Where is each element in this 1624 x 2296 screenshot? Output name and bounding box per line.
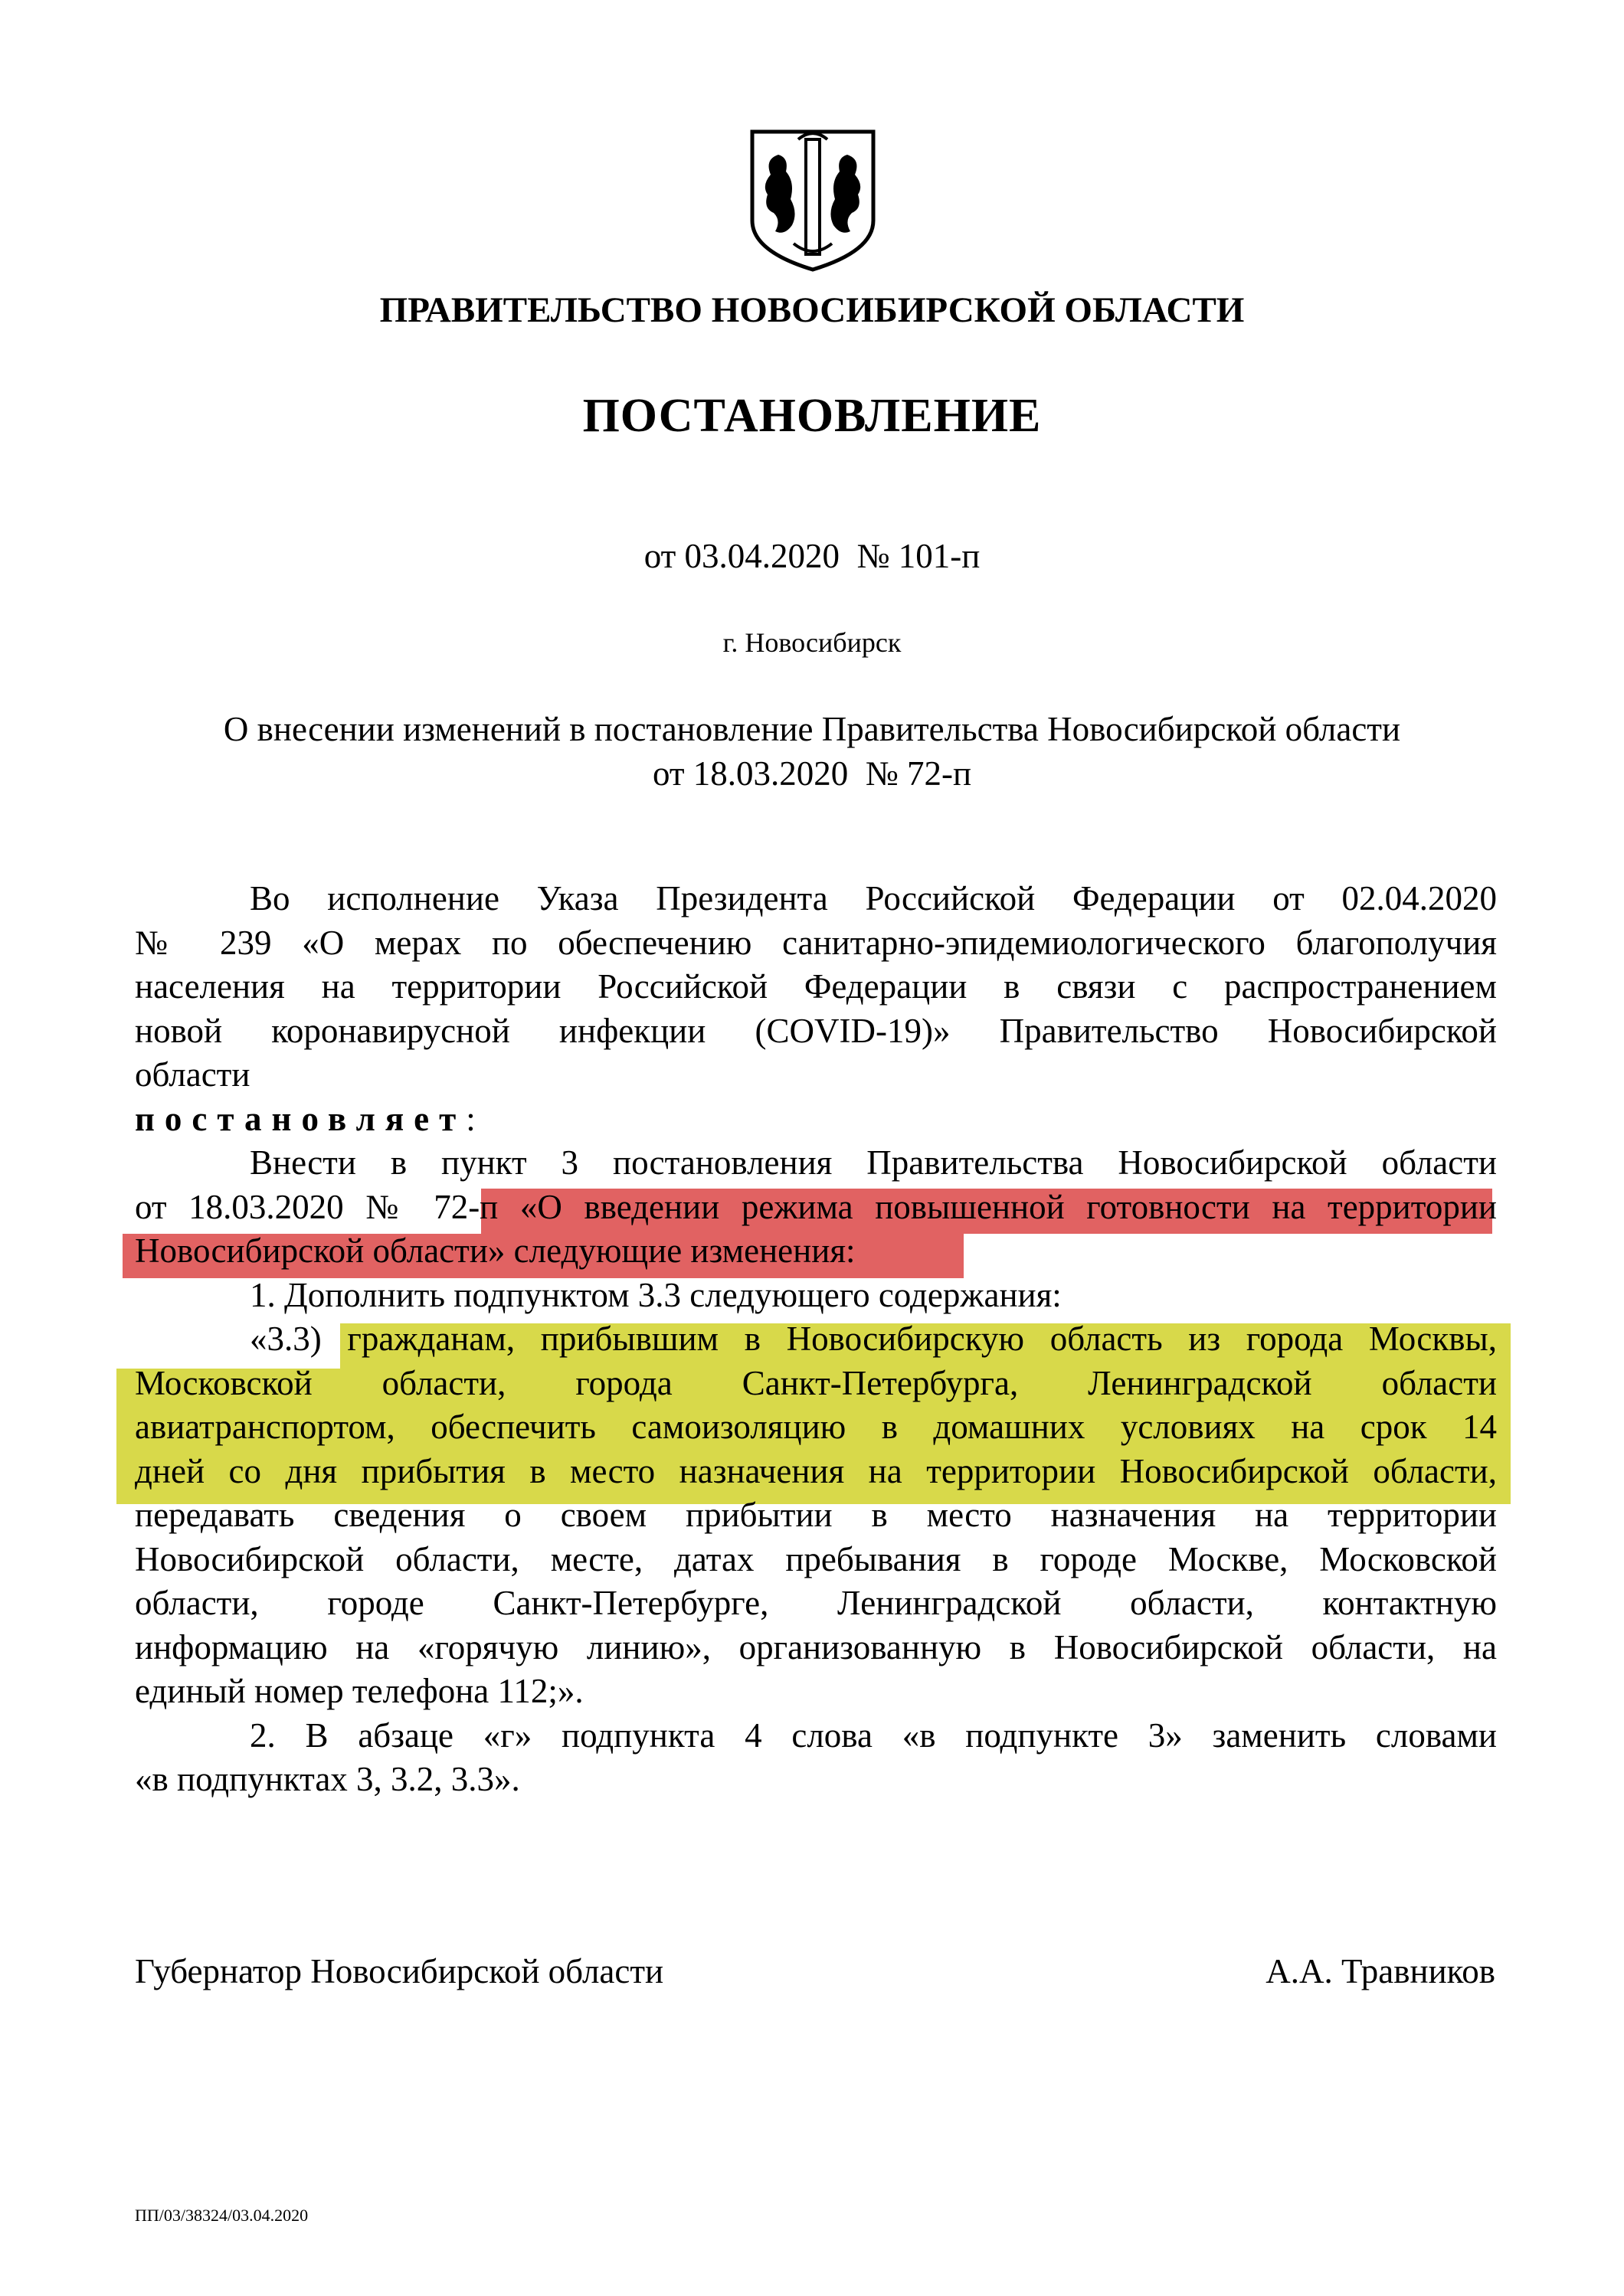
signatory-name: А.А. Травников	[1265, 1952, 1495, 1990]
signatory-position: Губернатор Новосибирской области	[135, 1952, 664, 1990]
body-line: Внести в пункт 3 постановления Правительства Новосибирской области	[250, 1143, 1497, 1182]
subitem-line: «3.3) гражданам, прибывшим в Новосибирскую область из города Москвы,	[250, 1320, 1497, 1358]
decree-line	[135, 1097, 1497, 1142]
body-line: от 18.03.2020 № 72-п «О введении режима повышенной готовности на территории	[135, 1187, 1497, 1226]
document-code: ПП/03/38324/03.04.2020	[135, 2206, 309, 2225]
decree-word: постановляет	[135, 1099, 467, 1138]
subitem-line: авиатранспортом, обеспечить самоизоляцию в домашних условиях на срок 14	[135, 1408, 1497, 1446]
body-line: населения на территории Российской Федерации в связи с распространением	[135, 967, 1497, 1006]
document-subject	[153, 707, 1471, 796]
body-line: области	[135, 1055, 250, 1094]
subitem-line: Московской области, города Санкт-Петербурга, Ленинградской области	[135, 1363, 1497, 1402]
item-2-line: «в подпунктах 3, 3.2, 3.3».	[135, 1760, 520, 1798]
document-type: ПОСТАНОВЛЕНИЕ	[582, 390, 1042, 442]
item-1: 1. Дополнить подпунктом 3.3 следующего содержания:	[250, 1275, 1062, 1314]
subitem-line: передавать сведения о своем прибытии в место назначения на территории	[135, 1496, 1497, 1534]
document-body	[135, 877, 1497, 1802]
subitem-line: информацию на «горячую линию», организованную в Новосибирской области, на	[135, 1627, 1497, 1666]
decree-colon: :	[466, 1099, 476, 1138]
organization-title: ПРАВИТЕЛЬСТВО НОВОСИБИРСКОЙ ОБЛАСТИ	[379, 290, 1245, 330]
body-line: Во исполнение Указа Президента Российской Федерации от 02.04.2020	[250, 879, 1497, 917]
subject-line: О внесении изменений в постановление Правительства Новосибирской области	[223, 710, 1401, 748]
document-city: г. Новосибирск	[722, 627, 902, 658]
item-2-line: 2. В абзаце «г» подпункта 4 слова «в подпункте 3» заменить словами	[250, 1715, 1497, 1755]
subitem-line: области, городе Санкт-Петербурге, Ленинградской области, контактную	[135, 1584, 1497, 1622]
subject-line: от 18.03.2020 № 72-п	[652, 754, 972, 793]
subitem-line: единый номер телефона 112;».	[135, 1672, 584, 1710]
subitem-line: Новосибирской области, месте, датах пребывания в городе Москве, Московской	[135, 1539, 1497, 1578]
coat-of-arms-icon	[748, 129, 878, 273]
body-line: Новосибирской области» следующие изменения:	[135, 1231, 856, 1270]
document-date-number: от 03.04.2020 № 101-п	[643, 537, 981, 575]
subitem-line: дней со дня прибытия в место назначения на территории Новосибирской области,	[135, 1451, 1497, 1490]
body-line: новой коронавирусной инфекции (COVID-19)» Правительство Новосибирской	[135, 1011, 1497, 1050]
body-line: № 239 «О мерах по обеспечению санитарно-эпидемиологического благополучия	[135, 923, 1497, 962]
